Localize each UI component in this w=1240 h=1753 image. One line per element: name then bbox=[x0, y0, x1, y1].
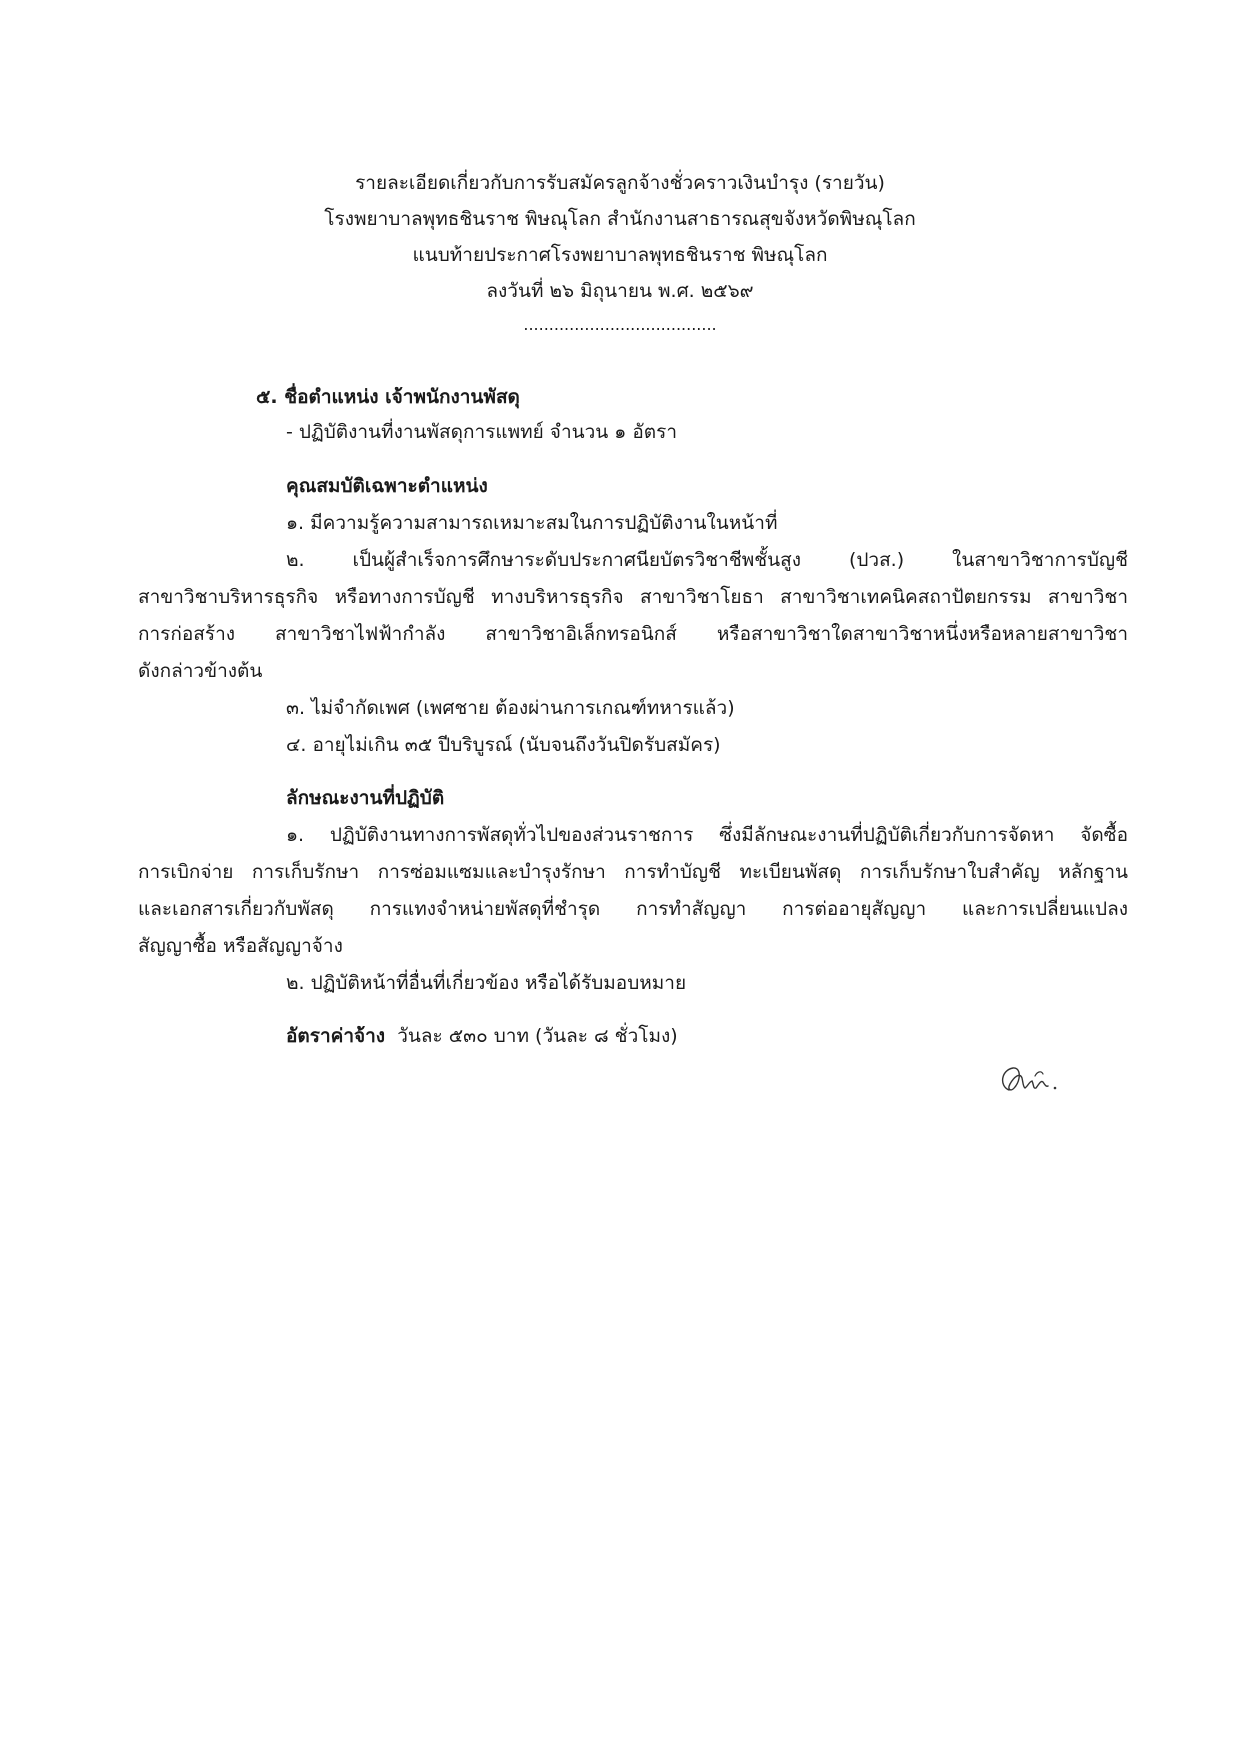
qualification-item-3: ๓. ไม่จำกัดเพศ (เพศชาย ต้องผ่านการเกณฑ์ทหารแล้ว) bbox=[286, 697, 735, 719]
header-separator: ...................................... bbox=[523, 315, 717, 334]
qualification-item-2-line-4: ดังกล่าวข้างต้น bbox=[138, 660, 263, 682]
signature-mark bbox=[995, 1060, 1065, 1100]
wage-line bbox=[286, 1021, 678, 1051]
header-attachment-note: แนบท้ายประกาศโรงพยาบาลพุทธชินราช พิษณุโลก bbox=[412, 244, 828, 266]
position-heading: ๕. ชื่อตำแหน่ง เจ้าพนักงานพัสดุ bbox=[256, 386, 520, 408]
header-date: ลงวันที่ ๒๖ มิถุนายน พ.ศ. ๒๕๖๙ bbox=[486, 280, 754, 302]
qualification-item-2-line-3: การก่อสร้าง สาขาวิชาไฟฟ้ากำลัง สาขาวิชาอิเล็กทรอนิกส์ หรือสาขาวิชาใดสาขาวิชาหนึ่งหรือหลายสาขาวิชา bbox=[138, 623, 1128, 645]
duties-title: ลักษณะงานที่ปฏิบัติ bbox=[286, 787, 445, 809]
qualification-item-1: ๑. มีความรู้ความสามารถเหมาะสมในการปฏิบัติงานในหน้าที่ bbox=[286, 512, 778, 534]
duty-item-1-line-4: สัญญาซื้อ หรือสัญญาจ้าง bbox=[138, 935, 343, 957]
duty-item-2: ๒. ปฏิบัติหน้าที่อื่นที่เกี่ยวข้อง หรือได้รับมอบหมาย bbox=[286, 972, 687, 994]
qualifications-title: คุณสมบัติเฉพาะตำแหน่ง bbox=[286, 475, 488, 497]
qualification-item-4: ๔. อายุไม่เกิน ๓๕ ปีบริบูรณ์ (นับจนถึงวันปิดรับสมัคร) bbox=[286, 734, 721, 756]
duty-item-1-line-3: และเอกสารเกี่ยวกับพัสดุ การแทงจำหน่ายพัสดุที่ชำรุด การทำสัญญา การต่ออายุสัญญา และการเปลี่ยนแปลง bbox=[138, 898, 1128, 920]
duty-item-1-line-1: ๑. ปฏิบัติงานทางการพัสดุทั่วไปของส่วนราชการ ซึ่งมีลักษณะงานที่ปฏิบัติเกี่ยวกับการจัดหา จัดซื้อ bbox=[286, 824, 1128, 846]
qualification-item-2-line-1: ๒. เป็นผู้สำเร็จการศึกษาระดับประกาศนียบัตรวิชาชีพชั้นสูง (ปวส.) ในสาขาวิชาการบัญชี bbox=[286, 549, 1128, 571]
wage-label: อัตราค่าจ้าง bbox=[286, 1025, 386, 1047]
header-organization: โรงพยาบาลพุทธชินราช พิษณุโลก สำนักงานสาธารณสุขจังหวัดพิษณุโลก bbox=[324, 208, 916, 230]
document-header bbox=[0, 165, 1240, 309]
header-title: รายละเอียดเกี่ยวกับการรับสมัครลูกจ้างชั่วคราวเงินบำรุง (รายวัน) bbox=[355, 172, 885, 194]
wage-value: วันละ ๕๓๐ บาท (วันละ ๘ ชั่วโมง) bbox=[397, 1025, 678, 1047]
position-detail: - ปฏิบัติงานที่งานพัสดุการแพทย์ จำนวน ๑ อัตรา bbox=[286, 421, 678, 443]
duty-item-1-line-2: การเบิกจ่าย การเก็บรักษา การซ่อมแซมและบำรุงรักษา การทำบัญชี ทะเบียนพัสดุ การเก็บรักษาใบสำคัญ หลักฐาน bbox=[138, 861, 1128, 883]
qualification-item-2-line-2: สาขาวิชาบริหารธุรกิจ หรือทางการบัญชี ทางบริหารธุรกิจ สาขาวิชาโยธา สาขาวิชาเทคนิคสถาปัตยกรรม สาขาวิชา bbox=[138, 586, 1128, 608]
